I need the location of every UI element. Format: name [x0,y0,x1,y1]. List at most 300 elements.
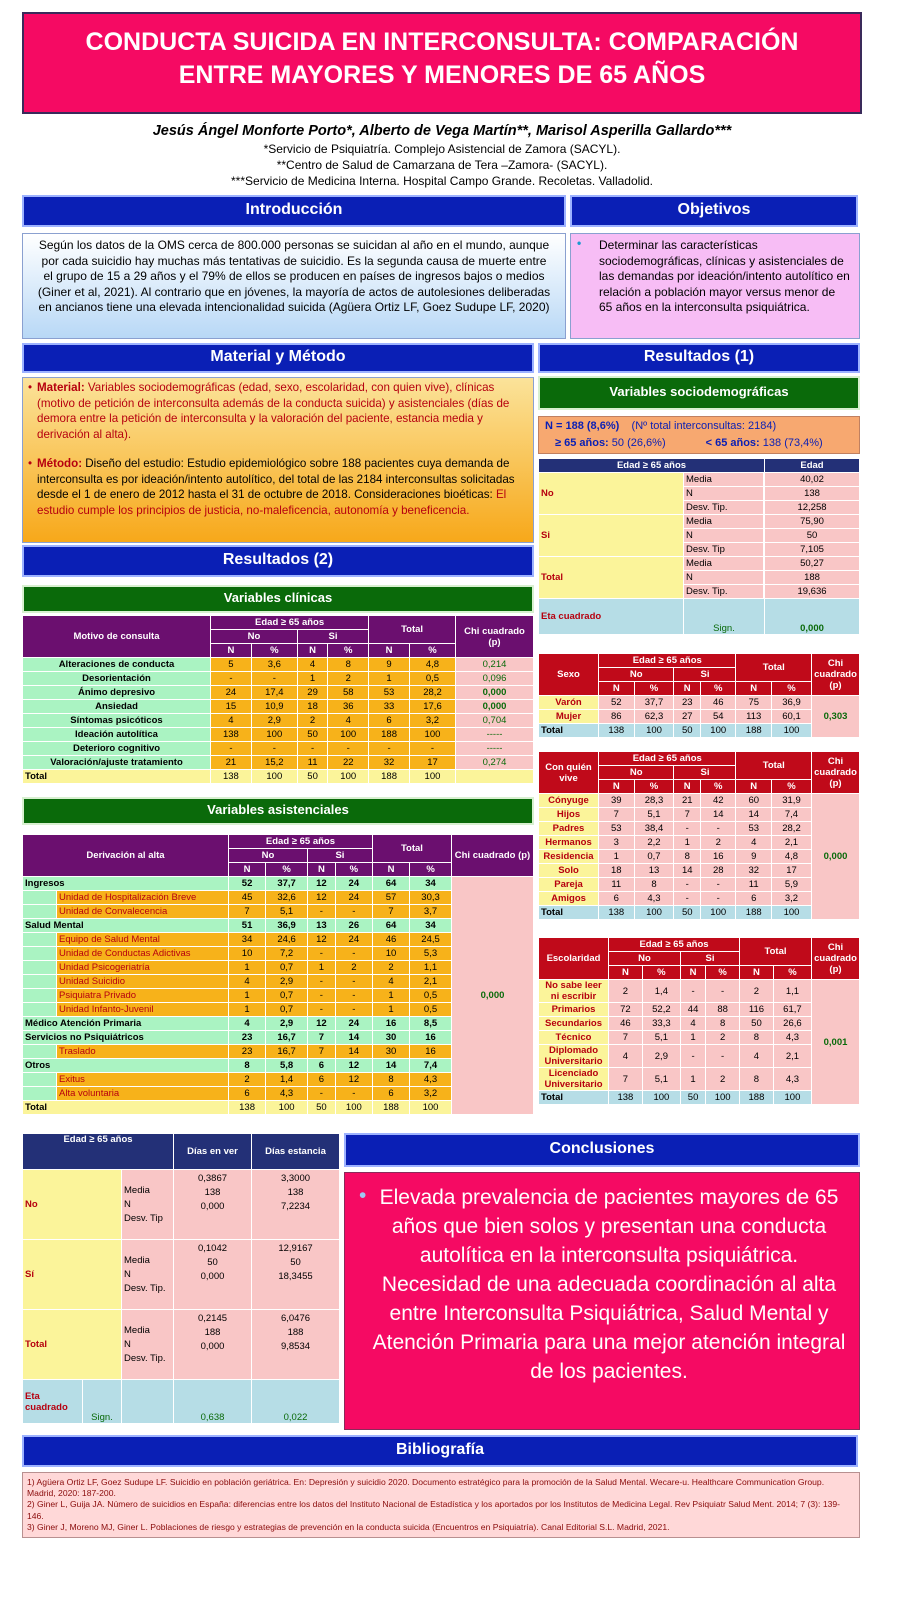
header-cell: Derivación al alta [23,835,229,877]
table-cell: 7 [674,808,701,822]
header-cell: No [229,849,308,863]
bullet-icon: • [577,236,582,250]
table-cell: 9 [736,850,772,864]
header-cell: Total [736,752,812,780]
header-cell: N [674,682,701,696]
table-cell: 7,4 [771,808,811,822]
table-cell: 4 [229,975,266,989]
row-label: Valoración/ajuste tratamiento [23,756,211,770]
table-cell: 53 [736,822,772,836]
stat-value: 7,105 [765,543,860,557]
header-cell: N [229,863,266,877]
table-header-row [539,752,860,766]
header-cell: No [211,630,298,644]
table-cell: - [308,1087,336,1101]
poster-title [22,12,862,114]
table-cell: 50 [674,724,701,738]
table-cell: 7 [609,1031,643,1045]
table-cell: 37,7 [634,696,674,710]
table-row [23,770,534,784]
table-cell: 53 [369,686,410,700]
table-cell: 8 [740,1031,774,1045]
stat-value: 19,636 [765,585,860,599]
sample-total: (Nº total interconsultas: 2184) [631,420,777,432]
stat-label: Desv. Tip. [684,585,764,599]
table-cell: 16 [410,1045,452,1059]
table-cell: 1 [229,961,266,975]
table-row [539,808,860,822]
table-cell: 1 [674,836,701,850]
table-cell: 100 [409,770,455,784]
table-cell: 2,9 [251,714,297,728]
row-label: Médico Atención Primaria [23,1017,229,1031]
table-cell: 7 [599,808,635,822]
table-cell: 5,1 [266,905,308,919]
stat-value: 50,27 [765,557,860,571]
indent-cell [23,1087,57,1101]
table-row [539,1091,860,1105]
header-cell: Edad ≥ 65 años [211,616,369,630]
table-cell: 5 [211,658,252,672]
table-cell: 4 [297,658,327,672]
table-row [23,1380,340,1424]
table-cell: 7 [609,1068,643,1091]
table-cell: 4 [740,1045,774,1068]
table-row [539,1017,860,1031]
row-label: Licenciado Universitario [539,1068,609,1091]
table-cell: 50 [308,1101,336,1115]
table-cell: 18 [599,864,635,878]
row-label: Unidad Suicidio [57,975,229,989]
stat-values [252,1310,340,1380]
table-cell: 4,3 [410,1073,452,1087]
table-cell: 100 [335,1101,372,1115]
table-cell: 6 [369,714,410,728]
stat-value: 7,2234 [280,1201,311,1212]
table-row [23,1240,340,1310]
row-label: Cónyuge [539,794,599,808]
material-text: Variables sociodemográficas (edad, sexo, escolaridad, con quien vive), clínicas (motivo de petición de interconsulta además de la conducta suicida) y asistenciales (días de demora entre la petición de interconsulta y la valoración del paciente, estancia media y derivación al alta). [37,381,510,441]
table-cell: 24 [335,1017,372,1031]
header-cell: Días en ver [174,1134,252,1170]
row-label: Ánimo depresivo [23,686,211,700]
row-label: Ansiedad [23,700,211,714]
table-cell: 28,3 [634,794,674,808]
table-cell: 113 [736,710,772,724]
table-cell: 53 [599,822,635,836]
table-cell: 6 [308,1073,336,1087]
chi-value: 0,000 [452,877,534,1115]
row-label: Traslado [57,1045,229,1059]
table-cell: 1 [297,672,327,686]
table-cell: 32,6 [266,891,308,905]
intro-heading: Introducción [22,195,566,227]
table-cell: 4 [372,975,409,989]
chi-value [456,770,534,784]
table-cell: 12 [335,1073,372,1087]
row-label: Deterioro cognitivo [23,742,211,756]
table-cell: - [674,892,701,906]
table-cell: 14 [372,1059,409,1073]
table-cell: 24,6 [266,933,308,947]
table-cell: 6 [736,892,772,906]
stat-label: N [684,529,764,543]
table-cell: 4,3 [266,1087,308,1101]
row-label: Ideación autolítica [23,728,211,742]
header-cell: N [609,966,643,980]
table-cell: 1 [680,1068,705,1091]
indent-cell [23,1045,57,1059]
row-label: Total [23,1101,229,1115]
header-cell: Edad ≥ 65 años [229,835,373,849]
table-row [539,906,860,920]
table-cell: 100 [771,724,811,738]
table-cell: 2,9 [266,1017,308,1031]
metodo-box [22,377,534,543]
table-cell: - [335,947,372,961]
header-cell: Edad ≥ 65 años [539,459,765,473]
table-cell: 64 [372,877,409,891]
stat-values [252,1240,340,1310]
table-cell: 26,6 [773,1017,811,1031]
table-cell: 7,4 [410,1059,452,1073]
table-cell: 62,3 [634,710,674,724]
stat-value: 3,3000 [280,1173,311,1184]
row-label: Ingresos [23,877,229,891]
header-cell: Si [680,952,739,966]
table-cell: 8 [706,1017,740,1031]
table-cell: 52 [599,696,635,710]
table-cell: - [335,1003,372,1017]
table-cell: 37,7 [266,877,308,891]
stat-value: 50 [290,1257,301,1268]
table-cell: 28 [700,864,736,878]
table-cell: 7 [308,1031,336,1045]
table-cell: 50 [674,906,701,920]
table-cell: 0,7 [266,989,308,1003]
table-cell: 50 [297,770,327,784]
table-cell [122,1380,174,1424]
affiliation-2: **Centro de Salud de Camarzana de Tera –Zamora- (SACYL). [276,158,608,172]
table-cell: 36,9 [266,919,308,933]
table-cell: - [700,822,736,836]
table-cell: 18 [297,700,327,714]
table-row [539,980,860,1003]
stat-value: 0,2145 [197,1313,228,1324]
table-row [539,850,860,864]
table-cell: 13 [634,864,674,878]
conclusiones-text: Elevada prevalencia de pacientes mayores de 65 años que bien solos y presentan una conducta autolítica en la interconsulta psiquiátrica. Necesidad de una adecuada coordinación al alta entre Interconsulta Psiquiátrica, Salud Mental y Atención Primaria para una mejor atención integral de los pacientes. [372,1186,846,1383]
table-cell: 24 [211,686,252,700]
table-cell: 12 [308,891,336,905]
stat-label: N [124,1268,131,1280]
stat-value: 6,0476 [280,1313,311,1324]
header-cell: Días estancia [252,1134,340,1170]
table-cell: 45 [229,891,266,905]
table-cell: 188 [372,1101,409,1115]
table-row [539,864,860,878]
affiliation-1: *Servicio de Psiquiatría. Complejo Asistencial de Zamora (SACYL). [263,142,621,156]
table-cell: 36,9 [771,696,811,710]
table-cell: 2 [297,714,327,728]
table-cell: - [328,742,369,756]
table-cell: 8 [674,850,701,864]
table-cell: 8 [328,658,369,672]
table-row [539,473,860,487]
table-cell: 138 [229,1101,266,1115]
table-cell: 4,3 [773,1031,811,1045]
table-cell: 1,1 [410,961,452,975]
header-cell: Edad ≥ 65 años [599,654,736,668]
table-cell: 22 [328,756,369,770]
header-cell: % [410,863,452,877]
header-cell: Si [674,766,736,780]
stat-label: N [684,487,764,501]
chi-value: 0,274 [456,756,534,770]
stat-value: 12,258 [765,501,860,515]
table-cell: 138 [211,770,252,784]
table-cell: 100 [771,906,811,920]
objetivos-box [570,233,860,339]
table-cell: 52 [229,877,266,891]
table-cell: 7,2 [266,947,308,961]
table-cell: 4,8 [771,850,811,864]
chi-value: 0,001 [812,980,860,1105]
indent-cell [23,989,57,1003]
stat-label: Desv. Tip. [124,1352,166,1364]
eta-label: Eta cuadrado [23,1380,83,1424]
table-cell: 100 [634,906,674,920]
header-cell: Con quién vive [539,752,599,794]
table-cell: 138 [609,1091,643,1105]
escolar-table [538,937,860,1105]
sample-box [538,416,860,454]
table-row [539,710,860,724]
table-row [539,599,860,635]
ref-3: 3) Giner J, Moreno MJ, Giner L. Poblaciones de riesgo y estrategias de prevención en la conducta suicida (Encuentros en Psiquiatría). Canal Editorial S.L. Madrid, 2021. [27,1521,670,1532]
header-cell: Si [297,630,368,644]
row-label: Amigos [539,892,599,906]
table-cell: 7 [372,905,409,919]
row-label: Alta voluntaria [57,1087,229,1101]
stat-label: Desv. Tip. [124,1282,166,1294]
header-cell: N [308,863,336,877]
table-header-row [539,938,860,952]
header-cell: No [609,952,681,966]
table-cell: 42 [700,794,736,808]
row-label: No sabe leer ni escribir [539,980,609,1003]
table-cell: 1 [229,1003,266,1017]
table-cell: - [308,905,336,919]
table-cell: 0,7 [266,961,308,975]
table-row [23,742,534,756]
header-cell: % [634,682,674,696]
table-cell: 5,1 [642,1068,680,1091]
row-label: Alteraciones de conducta [23,658,211,672]
table-cell: 5,1 [642,1031,680,1045]
table-cell: 8 [634,878,674,892]
group-label: Total [23,1310,122,1380]
bibliografia-box [22,1472,860,1538]
convive-table [538,751,860,920]
row-label: Diplomado Universitario [539,1045,609,1068]
header-cell: % [634,780,674,794]
stat-values [252,1170,340,1240]
affiliation-3: ***Servicio de Medicina Interna. Hospital Campo Grande. Recoletas. Valladolid. [231,174,653,188]
table-cell: 32 [369,756,410,770]
sign-value: 0,000 [765,599,860,635]
sign-value: 0,638 [174,1380,252,1424]
intro-text: Según los datos de la OMS cerca de 800.000 personas se suicidan al año en el mundo, aunque por cada suicidio hay muchas más tentativas de suicidio. Es la segunda causa de muerte entre el grupo de 15 a 29 años y el 79% de ellos se producen en países de ingresos bajos o medios (Giner et al, 2021). Al contrario que en jóvenes, la mayoría de actos de autolesiones deliberadas en ancianos tiene una elevada intencionalidad suicida (Agüera Ortiz LF, Goez Sudupe LF, 2020) [22,233,566,339]
header-cell: Total [740,938,812,966]
table-cell: 188 [740,1091,774,1105]
stat-value: 9,8534 [280,1341,311,1352]
table-cell: 8 [229,1059,266,1073]
table-cell: 17 [771,864,811,878]
table-cell: 16,7 [266,1031,308,1045]
header-cell: N [740,966,774,980]
table-cell: 3,6 [251,658,297,672]
header-cell: N [372,863,409,877]
indent-cell [23,975,57,989]
stat-label: Media [684,473,764,487]
table-cell: 10 [372,947,409,961]
table-cell: - [335,1087,372,1101]
stat-value: 50 [765,529,860,543]
table-cell: 14 [736,808,772,822]
bullet-icon: • [359,1184,367,1207]
stat-value: 0,1042 [197,1243,228,1254]
stat-values [174,1240,252,1310]
table-cell: 138 [599,906,635,920]
header-cell: % [642,966,680,980]
table-row [23,877,534,891]
table-cell: 5,1 [634,808,674,822]
table-cell: 11 [297,756,327,770]
stat-value: 0,000 [200,1201,225,1212]
table-cell: 23 [674,696,701,710]
header-cell: Edad ≥ 65 años [23,1134,174,1170]
metodo-text-1: Diseño del estudio: Estudio epidemiológico sobre 188 pacientes cuya demanda de interconsulta es por ideación/intento autolítico, del total de las 2184 interconsultas solicitadas desde el 1 de enero de 2012 hasta el 31 de octubre de 2018. Consideraciones bioéticas: [37,457,515,501]
table-cell: 17,4 [251,686,297,700]
table-cell: 12 [308,877,336,891]
row-label: Equipo de Salud Mental [57,933,229,947]
table-cell: 2,1 [771,836,811,850]
table-cell: 16 [372,1017,409,1031]
table-cell: - [335,905,372,919]
row-label: Unidad de Hospitalización Breve [57,891,229,905]
table-cell: - [251,672,297,686]
row-label: Total [539,724,599,738]
table-cell: 6 [308,1059,336,1073]
table-row [539,822,860,836]
sign-label: Sign. [684,599,765,635]
table-cell: 1 [599,850,635,864]
row-label: Desorientación [23,672,211,686]
header-cell: % [771,682,811,696]
table-cell: - [308,975,336,989]
chi-value: 0,096 [456,672,534,686]
table-cell: 2 [328,672,369,686]
table-row [23,1310,340,1380]
table-cell: 3 [599,836,635,850]
table-row [23,686,534,700]
stat-label: N [124,1338,131,1350]
table-cell: 100 [773,1091,811,1105]
row-label: Mujer [539,710,599,724]
header-cell: N [680,966,705,980]
stat-value: 12,9167 [278,1243,313,1254]
table-cell: 7 [229,905,266,919]
table-cell: 10 [229,947,266,961]
header-cell: Chi cuadrado (p) [812,752,860,794]
metodo-label: Método: [37,457,83,470]
header-cell: Chi cuadrado (p) [812,654,860,696]
row-label: Hermanos [539,836,599,850]
indent-cell [23,891,57,905]
table-cell: 12 [335,1059,372,1073]
chi-value: 0,704 [456,714,534,728]
material-label: Material: [37,381,85,394]
header-cell: % [328,644,369,658]
table-cell: 28,2 [771,822,811,836]
stat-value: 138 [765,487,860,501]
table-cell: 4,8 [409,658,455,672]
table-cell: - [369,742,410,756]
row-label: Primarios [539,1003,609,1017]
header-cell: N [369,644,410,658]
header-cell: % [706,966,740,980]
row-label: Hijos [539,808,599,822]
header-cell: N [211,644,252,658]
table-cell: 8,5 [410,1017,452,1031]
header-cell: Si [674,668,736,682]
eta-label: Eta cuadrado [539,599,684,635]
table-cell: 33,3 [642,1017,680,1031]
table-cell: 15,2 [251,756,297,770]
stat-value: 138 [287,1187,304,1198]
table-row [23,1170,340,1240]
table-cell: 2 [706,1031,740,1045]
table-header-row [539,654,860,668]
table-cell: - [706,980,740,1003]
dias-table [22,1133,340,1424]
table-cell: 23 [229,1045,266,1059]
group-label: No [23,1170,122,1240]
table-cell: 4 [736,836,772,850]
table-cell: 9 [369,658,410,672]
clinicas-table [22,615,534,784]
table-row [539,878,860,892]
table-cell: 7 [308,1045,336,1059]
table-cell: 14 [700,808,736,822]
table-cell: 4,3 [773,1068,811,1091]
res1-sub-heading: Variables sociodemográficas [538,376,860,410]
stat-value: 188 [765,571,860,585]
table-row [23,700,534,714]
table-cell: 6 [229,1087,266,1101]
stat-label: Media [684,515,764,529]
asistenciales-heading: Variables asistenciales [22,797,534,825]
table-cell: 86 [599,710,635,724]
stat-label: Desv. Tip [684,543,764,557]
indent-cell [23,905,57,919]
table-cell: 4 [211,714,252,728]
row-label: Solo [539,864,599,878]
stat-value: 0,000 [200,1271,225,1282]
metodo-text-2: El estudio cumple los principios de justicia, no-maleficencia, autonomía y beneficencia. [37,488,507,517]
table-cell: 23 [229,1031,266,1045]
